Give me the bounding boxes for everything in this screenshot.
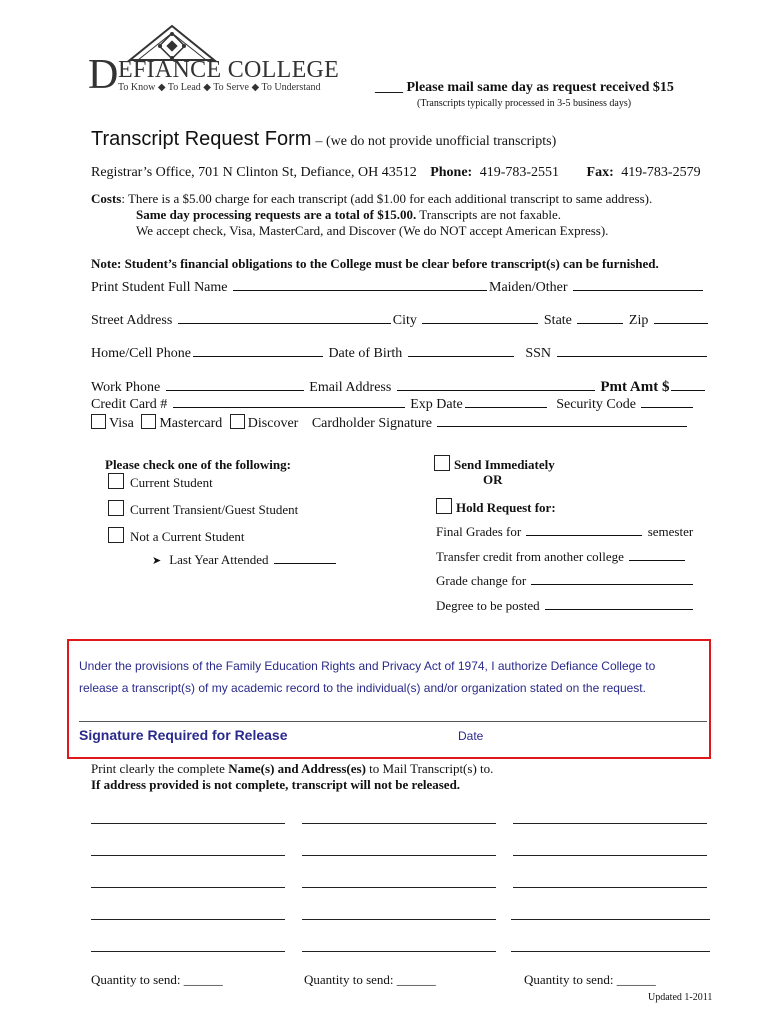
college-logo bbox=[88, 22, 340, 98]
costs-line1: : There is a $5.00 charge for each transcript (add $1.00 for each additional transcript to same address). bbox=[121, 191, 653, 206]
processing-note: (Transcripts typically processed in 3-5 business days) bbox=[417, 98, 632, 109]
current-student-checkbox[interactable] bbox=[108, 473, 124, 489]
degree-label: Degree to be posted bbox=[436, 598, 540, 613]
form-title-note: – (we do not provide unofficial transcripts) bbox=[315, 134, 557, 149]
ferpa-signature-line[interactable] bbox=[79, 721, 707, 722]
address-line-3a[interactable] bbox=[91, 887, 285, 888]
logo-tagline: To Know ◆ To Lead ◆ To Serve ◆ To Understand bbox=[118, 82, 321, 93]
same-day-option: Please mail same day as request received $15 bbox=[406, 80, 674, 95]
city-field[interactable] bbox=[422, 322, 538, 324]
state-field[interactable] bbox=[577, 322, 623, 324]
pmt-amt-field[interactable] bbox=[671, 389, 705, 391]
updated-date: Updated 1-2011 bbox=[648, 992, 713, 1003]
address-line-5b[interactable] bbox=[302, 951, 496, 952]
exp-date-label: Exp Date bbox=[410, 397, 463, 412]
address-line-2a[interactable] bbox=[91, 855, 285, 856]
zip-field[interactable] bbox=[654, 322, 708, 324]
address-line-4c[interactable] bbox=[511, 919, 710, 920]
office-fax: 419-783-2579 bbox=[621, 165, 701, 180]
zip-label: Zip bbox=[628, 313, 649, 328]
street-field[interactable] bbox=[178, 322, 391, 324]
costs-line2-bold: Same day processing requests are a total of $15.00. bbox=[136, 207, 417, 222]
address-line-1a[interactable] bbox=[91, 823, 285, 824]
quantity-to-send-1[interactable]: Quantity to send: ______ bbox=[91, 972, 223, 987]
fax-label: Fax: bbox=[586, 165, 614, 180]
mail-instructions-post: to Mail Transcript(s) to. bbox=[365, 761, 494, 776]
logo-initial: D bbox=[88, 52, 119, 98]
costs-line3: We accept check, Visa, MasterCard, and Discover (We do NOT accept American Express). bbox=[136, 223, 609, 238]
ssn-label: SSN bbox=[525, 346, 551, 361]
credit-card-field[interactable] bbox=[173, 406, 405, 408]
address-line-2b[interactable] bbox=[302, 855, 496, 856]
discover-label: Discover bbox=[247, 416, 299, 431]
dob-field[interactable] bbox=[408, 355, 514, 357]
work-phone-field[interactable] bbox=[166, 389, 304, 391]
grade-change-label: Grade change for bbox=[436, 573, 527, 588]
transient-student-label: Current Transient/Guest Student bbox=[130, 502, 299, 517]
semester-label: semester bbox=[647, 524, 694, 539]
phone-field[interactable] bbox=[193, 355, 323, 357]
visa-label: Visa bbox=[109, 416, 134, 431]
quantity-to-send-2[interactable]: Quantity to send: ______ bbox=[304, 972, 436, 987]
logo-name: EFIANCE COLLEGE bbox=[118, 57, 340, 83]
office-address: Registrar’s Office, 701 N Clinton St, Defiance, OH 43512 bbox=[91, 165, 417, 180]
transient-student-checkbox[interactable] bbox=[108, 500, 124, 516]
send-immediately-label: Send Immediately bbox=[454, 457, 555, 472]
cardholder-signature-field[interactable] bbox=[437, 425, 687, 427]
not-current-student-label: Not a Current Student bbox=[130, 529, 245, 544]
city-label: City bbox=[392, 313, 417, 328]
ferpa-date-label: Date bbox=[458, 729, 484, 743]
final-grades-label: Final Grades for bbox=[436, 524, 522, 539]
maiden-field[interactable] bbox=[573, 289, 703, 291]
costs-label: Costs bbox=[91, 191, 122, 206]
ssn-field[interactable] bbox=[557, 355, 707, 357]
transfer-field[interactable] bbox=[629, 559, 685, 561]
full-name-field[interactable] bbox=[233, 289, 487, 291]
mail-instructions-bold: Name(s) and Address(es) bbox=[228, 761, 366, 776]
cardholder-signature-label: Cardholder Signature bbox=[311, 416, 432, 431]
maiden-label: Maiden/Other bbox=[489, 280, 568, 295]
credit-card-label: Credit Card # bbox=[91, 397, 168, 412]
incomplete-address-warning: If address provided is not complete, transcript will not be released. bbox=[91, 777, 461, 792]
grade-change-field[interactable] bbox=[531, 583, 693, 585]
final-grades-field[interactable] bbox=[526, 534, 642, 536]
last-year-field[interactable] bbox=[274, 562, 336, 564]
address-line-1c[interactable] bbox=[513, 823, 707, 824]
mastercard-label: Mastercard bbox=[159, 416, 223, 431]
street-label: Street Address bbox=[91, 313, 173, 328]
mastercard-checkbox[interactable] bbox=[141, 414, 156, 429]
status-heading: Please check one of the following: bbox=[105, 457, 291, 472]
financial-note: Note: Student’s financial obligations to the College must be clear before transcript(s) can be furnished. bbox=[91, 256, 659, 271]
security-code-label: Security Code bbox=[556, 397, 636, 412]
mail-instructions-pre: Print clearly the complete bbox=[91, 761, 229, 776]
address-line-1b[interactable] bbox=[302, 823, 496, 824]
hold-request-label: Hold Request for: bbox=[456, 500, 556, 515]
address-line-2c[interactable] bbox=[513, 855, 707, 856]
degree-field[interactable] bbox=[545, 608, 693, 610]
quantity-to-send-3[interactable]: Quantity to send: ______ bbox=[524, 972, 656, 987]
ferpa-authorization-box bbox=[67, 639, 711, 759]
email-label: Email Address bbox=[309, 380, 392, 395]
current-student-label: Current Student bbox=[130, 475, 213, 490]
pmt-amt-label: Pmt Amt $ bbox=[600, 379, 670, 395]
exp-date-field[interactable] bbox=[465, 406, 547, 408]
form-title: Transcript Request Form bbox=[91, 128, 312, 150]
arrow-bullet-icon: ➤ bbox=[152, 555, 162, 567]
address-line-4b[interactable] bbox=[302, 919, 496, 920]
ferpa-text-line1: Under the provisions of the Family Education Rights and Privacy Act of 1974, I authorize Defiance College to bbox=[79, 659, 656, 673]
phone-label: Phone: bbox=[430, 165, 473, 180]
address-line-5c[interactable] bbox=[511, 951, 710, 952]
address-line-3b[interactable] bbox=[302, 887, 496, 888]
same-day-blank[interactable]: ____ bbox=[375, 80, 403, 95]
last-year-label: Last Year Attended bbox=[169, 552, 269, 567]
visa-checkbox[interactable] bbox=[91, 414, 106, 429]
address-line-5a[interactable] bbox=[91, 951, 285, 952]
discover-checkbox[interactable] bbox=[230, 414, 245, 429]
or-label: OR bbox=[483, 472, 503, 487]
send-immediately-checkbox[interactable] bbox=[434, 455, 450, 471]
email-field[interactable] bbox=[397, 389, 595, 391]
signature-required-label: Signature Required for Release bbox=[79, 727, 288, 743]
transfer-label: Transfer credit from another college bbox=[436, 549, 624, 564]
ferpa-text-line2: release a transcript(s) of my academic record to the individual(s) and/or organization stated on the request. bbox=[79, 681, 646, 695]
dob-label: Date of Birth bbox=[328, 346, 403, 361]
costs-line2: Transcripts are not faxable. bbox=[416, 207, 561, 222]
address-line-3c[interactable] bbox=[513, 887, 707, 888]
work-phone-label: Work Phone bbox=[91, 380, 161, 395]
office-phone: 419-783-2551 bbox=[479, 165, 560, 180]
not-current-student-checkbox[interactable] bbox=[108, 527, 124, 543]
full-name-label: Print Student Full Name bbox=[91, 280, 228, 295]
hold-request-checkbox[interactable] bbox=[436, 498, 452, 514]
security-code-field[interactable] bbox=[641, 406, 693, 408]
address-line-4a[interactable] bbox=[91, 919, 285, 920]
state-label: State bbox=[543, 313, 572, 328]
phone-label-field: Home/Cell Phone bbox=[91, 346, 191, 361]
